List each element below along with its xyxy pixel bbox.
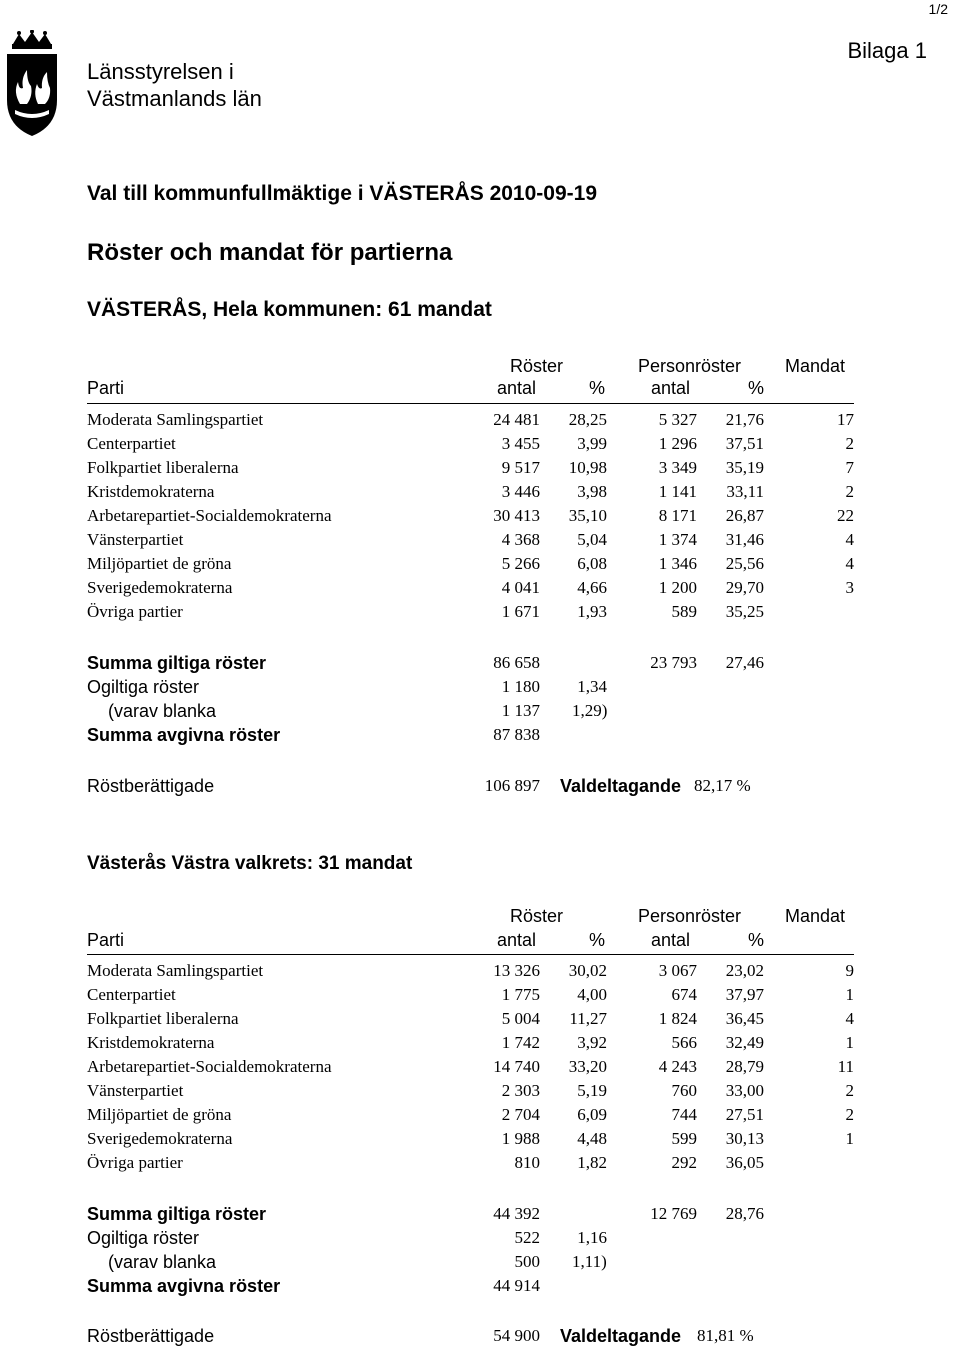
personal-votes-pct: 37,97 [725, 985, 764, 1004]
summary-invalid-row [0, 677, 960, 701]
summary-label: Summa giltiga röster [87, 1204, 267, 1224]
seats: 4 [845, 554, 854, 573]
table-row [0, 961, 960, 985]
votes: 1 180 [501, 677, 540, 696]
personal-votes-pct: 27,46 [725, 653, 764, 672]
personal-votes-pct: 28,76 [725, 1204, 764, 1223]
seats: 1 [845, 985, 854, 1004]
party-name: Arbetarepartiet-Socialdemokraterna [87, 1057, 332, 1076]
summary-eligible-row [0, 776, 960, 800]
organization-name [87, 58, 262, 112]
party-name: Kristdemokraterna [87, 482, 215, 501]
votes-pct: 6,09 [577, 1105, 607, 1124]
personal-votes-pct: 31,46 [725, 530, 764, 549]
col-header-roster: Röster [510, 356, 564, 376]
coat-of-arms-icon [3, 30, 61, 143]
personal-votes-pct: 36,05 [725, 1153, 764, 1172]
summary-label: (varav blanka [108, 1252, 217, 1272]
table-row [0, 578, 960, 602]
votes-pct: 28,25 [568, 410, 607, 429]
organization-line-2: Västmanlands län [87, 86, 262, 111]
summary-label: (varav blanka [108, 701, 217, 721]
personal-votes-pct: 33,00 [725, 1081, 764, 1100]
votes: 1 988 [501, 1129, 540, 1148]
party-name: Sverigedemokraterna [87, 578, 233, 597]
votes: 5 004 [501, 1009, 540, 1028]
party-name: Miljöpartiet de gröna [87, 554, 232, 573]
votes-pct: 1,16 [577, 1228, 607, 1247]
header-divider [87, 403, 854, 404]
personal-votes: 12 769 [650, 1204, 697, 1223]
summary-blank-row [0, 701, 960, 725]
col-header-antal: antal [497, 378, 537, 398]
summary-cast-row [0, 725, 960, 749]
votes-pct: 3,99 [577, 434, 607, 453]
summary-cast-row [0, 1276, 960, 1300]
seats: 2 [845, 1105, 854, 1124]
personal-votes: 1 200 [658, 578, 697, 597]
votes: 24 481 [493, 410, 540, 429]
table-row [0, 1129, 960, 1153]
votes-pct: 10,98 [568, 458, 607, 477]
votes: 2 704 [501, 1105, 540, 1124]
turnout-label: Valdeltagande [560, 1326, 682, 1346]
document-subtitle: Röster och mandat för partierna [87, 239, 453, 266]
col-header-antal: antal [651, 378, 691, 398]
section-heading: Västerås Västra valkrets: 31 mandat [87, 853, 413, 874]
table-row [0, 1057, 960, 1081]
summary-label: Summa avgivna röster [87, 1276, 281, 1296]
header-divider [87, 954, 854, 955]
votes-pct: 3,92 [577, 1033, 607, 1052]
party-name: Centerpartiet [87, 434, 176, 453]
votes-pct: 3,98 [577, 482, 607, 501]
summary-eligible-row [0, 1326, 960, 1350]
col-header-antal: antal [497, 930, 537, 950]
document-title: Val till kommunfullmäktige i VÄSTERÅS 2010-09-19 [87, 182, 597, 205]
summary-label: Summa avgivna röster [87, 725, 281, 745]
turnout-value: 82,17 % [694, 776, 751, 795]
col-header-pct: % [589, 378, 606, 398]
party-name: Övriga partier [87, 602, 183, 621]
personal-votes-pct: 30,13 [725, 1129, 764, 1148]
table-row [0, 602, 960, 626]
votes-pct: 30,02 [568, 961, 607, 980]
personal-votes-pct: 35,19 [725, 458, 764, 477]
personal-votes: 3 067 [658, 961, 697, 980]
personal-votes-pct: 29,70 [725, 578, 764, 597]
seats: 1 [845, 1129, 854, 1148]
votes: 1 671 [501, 602, 540, 621]
votes: 5 266 [501, 554, 540, 573]
votes: 1 742 [501, 1033, 540, 1052]
seats: 4 [845, 1009, 854, 1028]
party-name: Moderata Samlingspartiet [87, 410, 264, 429]
personal-votes: 566 [671, 1033, 697, 1052]
party-name: Centerpartiet [87, 985, 176, 1004]
votes-pct: 5,19 [577, 1081, 607, 1100]
personal-votes: 1 824 [658, 1009, 697, 1028]
summary-invalid-row [0, 1228, 960, 1252]
personal-votes: 760 [671, 1081, 697, 1100]
personal-votes: 4 243 [658, 1057, 697, 1076]
personal-votes-pct: 37,51 [725, 434, 764, 453]
votes: 522 [514, 1228, 540, 1247]
votes-pct: 6,08 [577, 554, 607, 573]
party-name: Folkpartiet liberalerna [87, 458, 239, 477]
seats: 22 [837, 506, 854, 525]
col-header-pct: % [748, 930, 765, 950]
col-header-pct: % [748, 378, 765, 398]
votes-pct: 4,66 [577, 578, 607, 597]
col-header-personroster: Personröster [638, 906, 742, 926]
table-row [0, 458, 960, 482]
table-row [0, 434, 960, 458]
votes-pct: 1,34 [577, 677, 607, 696]
seats: 2 [845, 482, 854, 501]
personal-votes-pct: 26,87 [725, 506, 764, 525]
votes: 4 368 [501, 530, 540, 549]
personal-votes: 744 [671, 1105, 697, 1124]
votes: 44 392 [493, 1204, 540, 1223]
personal-votes: 3 349 [658, 458, 697, 477]
eligible-voters: 106 897 [484, 776, 540, 795]
appendix-label: Bilaga 1 [847, 38, 927, 63]
summary-blank-row [0, 1252, 960, 1276]
table-row [0, 1081, 960, 1105]
personal-votes: 589 [671, 602, 697, 621]
votes: 500 [514, 1252, 540, 1271]
party-name: Moderata Samlingspartiet [87, 961, 264, 980]
personal-votes-pct: 36,45 [725, 1009, 764, 1028]
summary-label: Summa giltiga röster [87, 653, 267, 673]
party-name: Vänsterpartiet [87, 1081, 184, 1100]
table-row [0, 506, 960, 530]
col-header-parti: Parti [87, 378, 125, 398]
votes: 3 446 [501, 482, 540, 501]
votes-pct: 33,20 [568, 1057, 607, 1076]
personal-votes: 23 793 [650, 653, 697, 672]
table-row [0, 482, 960, 506]
page-number: 1/2 [928, 1, 948, 17]
seats: 1 [845, 1033, 854, 1052]
party-name: Miljöpartiet de gröna [87, 1105, 232, 1124]
votes: 9 517 [501, 458, 540, 477]
votes: 14 740 [493, 1057, 540, 1076]
col-header-mandat: Mandat [785, 356, 846, 376]
votes-pct: 35,10 [568, 506, 607, 525]
party-name: Övriga partier [87, 1153, 183, 1172]
table-row [0, 1009, 960, 1033]
personal-votes: 1 296 [658, 434, 697, 453]
table-row [0, 554, 960, 578]
summary-label: Röstberättigade [87, 776, 215, 796]
table-row [0, 985, 960, 1009]
col-header-parti: Parti [87, 930, 125, 950]
votes: 810 [514, 1153, 540, 1172]
party-name: Sverigedemokraterna [87, 1129, 233, 1148]
table-row [0, 410, 960, 434]
personal-votes: 1 141 [658, 482, 697, 501]
votes-pct: 5,04 [577, 530, 607, 549]
votes: 44 914 [493, 1276, 540, 1295]
personal-votes: 5 327 [658, 410, 697, 429]
party-name: Vänsterpartiet [87, 530, 184, 549]
col-header-roster: Röster [510, 906, 564, 926]
personal-votes-pct: 33,11 [726, 482, 764, 501]
seats: 2 [845, 434, 854, 453]
table-row [0, 1105, 960, 1129]
votes-pct: 11,27 [569, 1009, 607, 1028]
votes: 1 137 [501, 701, 540, 720]
votes-pct: 1,29) [572, 701, 608, 720]
personal-votes-pct: 27,51 [725, 1105, 764, 1124]
seats: 9 [845, 961, 854, 980]
personal-votes: 1 346 [658, 554, 697, 573]
votes: 13 326 [493, 961, 540, 980]
seats: 11 [837, 1057, 854, 1076]
personal-votes: 292 [671, 1153, 697, 1172]
personal-votes-pct: 35,25 [725, 602, 764, 621]
votes: 86 658 [493, 653, 540, 672]
summary-valid-row [0, 653, 960, 677]
personal-votes-pct: 21,76 [725, 410, 764, 429]
votes: 87 838 [493, 725, 540, 744]
votes: 1 775 [501, 985, 540, 1004]
personal-votes-pct: 32,49 [725, 1033, 764, 1052]
col-header-mandat: Mandat [785, 906, 846, 926]
personal-votes: 8 171 [658, 506, 697, 525]
votes-pct: 1,82 [577, 1153, 607, 1172]
summary-label: Ogiltiga röster [87, 677, 200, 697]
votes: 30 413 [493, 506, 540, 525]
party-name: Kristdemokraterna [87, 1033, 215, 1052]
votes: 3 455 [501, 434, 540, 453]
col-header-personroster: Personröster [638, 356, 742, 376]
col-header-antal: antal [651, 930, 691, 950]
votes: 4 041 [501, 578, 540, 597]
personal-votes: 599 [671, 1129, 697, 1148]
turnout-label: Valdeltagande [560, 776, 682, 796]
eligible-voters: 54 900 [493, 1326, 540, 1345]
party-name: Folkpartiet liberalerna [87, 1009, 239, 1028]
personal-votes-pct: 28,79 [725, 1057, 764, 1076]
col-header-pct: % [589, 930, 606, 950]
table-row [0, 1033, 960, 1057]
personal-votes-pct: 25,56 [725, 554, 764, 573]
votes-pct: 1,11) [572, 1252, 607, 1271]
personal-votes-pct: 23,02 [725, 961, 764, 980]
table-row [0, 1153, 960, 1177]
seats: 4 [845, 530, 854, 549]
seats: 17 [837, 410, 854, 429]
turnout-value: 81,81 % [697, 1326, 754, 1345]
summary-valid-row [0, 1204, 960, 1228]
seats: 7 [845, 458, 854, 477]
votes-pct: 1,93 [577, 602, 607, 621]
votes-pct: 4,00 [577, 985, 607, 1004]
party-name: Arbetarepartiet-Socialdemokraterna [87, 506, 332, 525]
votes-pct: 4,48 [577, 1129, 607, 1148]
section-heading: VÄSTERÅS, Hela kommunen: 61 mandat [87, 298, 492, 321]
table-row [0, 530, 960, 554]
personal-votes: 1 374 [658, 530, 697, 549]
seats: 3 [845, 578, 854, 597]
votes: 2 303 [501, 1081, 540, 1100]
summary-label: Ogiltiga röster [87, 1228, 200, 1248]
seats: 2 [845, 1081, 854, 1100]
organization-line-1: Länsstyrelsen i [87, 59, 234, 84]
summary-label: Röstberättigade [87, 1326, 215, 1346]
personal-votes: 674 [671, 985, 697, 1004]
